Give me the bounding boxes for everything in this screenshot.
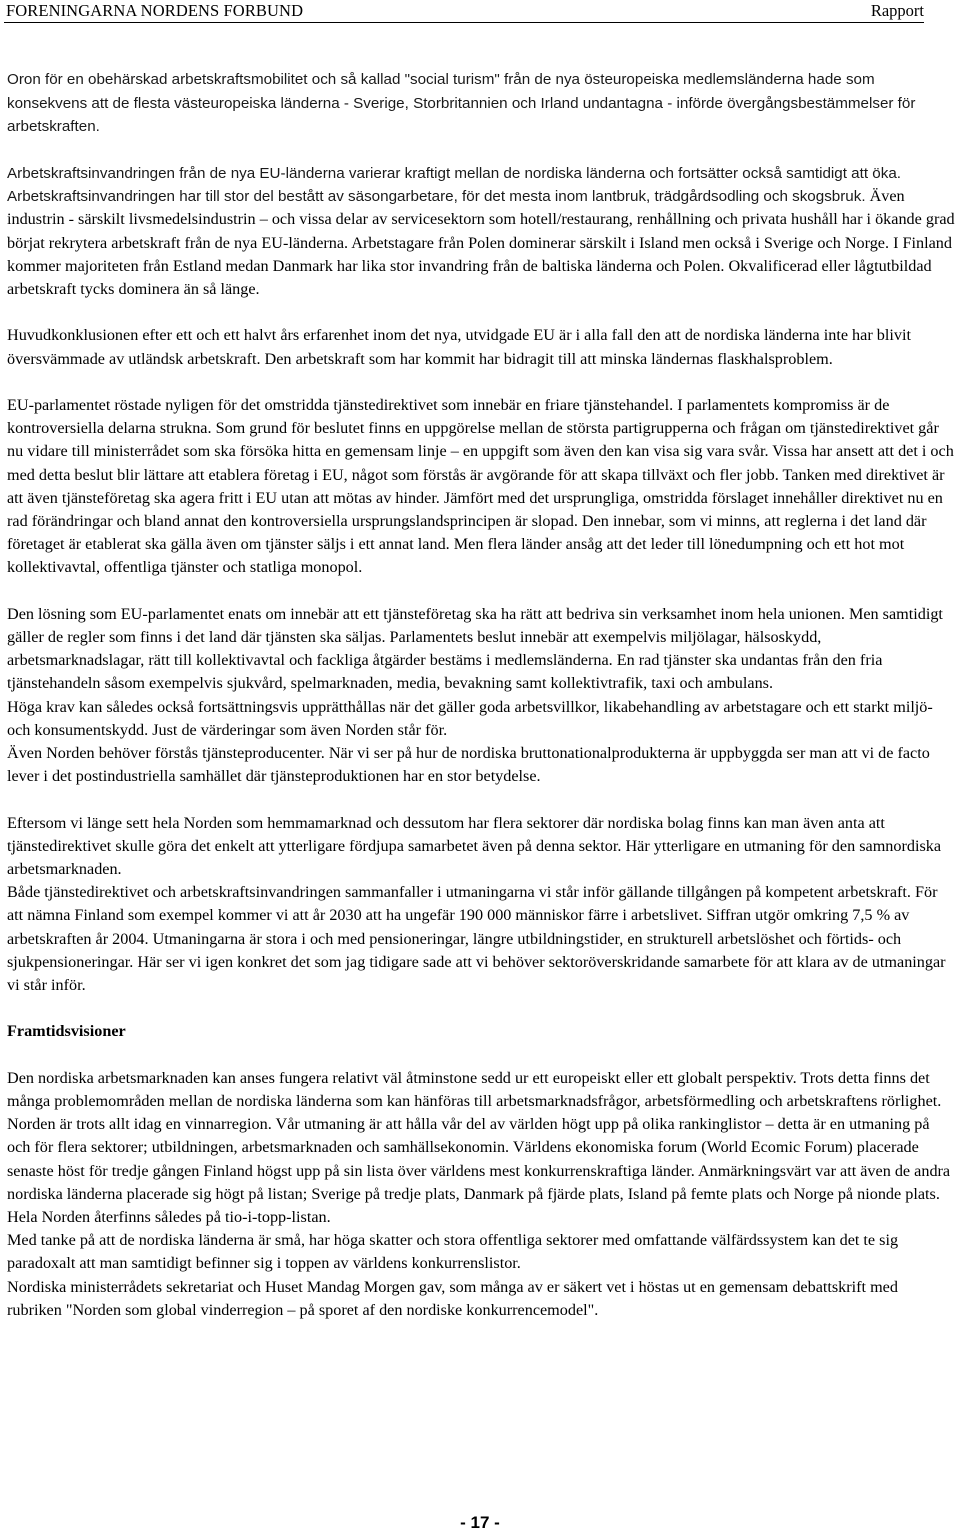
paragraph-nordic-home-market: Eftersom vi länge sett hela Norden som hemmamarknad och dessutom har flera sektorer där nordiska bolag finns kan man även anta att tjänstedirektivet skulle göra det enkelt att ytterligare fördjupa samarbetet även på denna sektor. Här ytterligare en utmaning för den samnordiska arbetsmarknaden. bbox=[7, 813, 942, 878]
paragraph-labour-immigration-part-1: Arbetskraftsinvandringen från de nya EU-länderna varierar kraftigt mellan de nordiska länderna och fortsätter också samtidigt att öka. Arbetskraftsinvandringen har till stor del bestått av säsongarbetare, för det mesta inom lantbruk, trädgårdsodling och skogsbruk. bbox=[7, 164, 901, 206]
document-body bbox=[7, 68, 955, 1322]
page-number: - 17 - bbox=[460, 1513, 500, 1532]
paragraph-nordic-labour-market: Den nordiska arbetsmarknaden kan anses fungera relativt väl åtminstone sedd ur ett europeiskt eller ett globalt perspektiv. Trots detta finns det många problemområden mellan de nordiska länderna som kan hänföras till arbetsmarknadsfrågor, arbetsförmedling och arbetskraftens rörlighet. bbox=[7, 1068, 942, 1110]
paragraph-service-producers: Även Norden behöver förstås tjänsteproducenter. När vi ser på hur de nordiska bruttonationalprodukterna är uppbyggda ser man att vi de facto lever i det postindustriella samhället där tjänsteproduktionen har en stor betydelse. bbox=[7, 744, 930, 786]
section-heading-framtidsvisioner: Framtidsvisioner bbox=[7, 1022, 126, 1041]
header-doc-type: Rapport bbox=[870, 1, 924, 20]
paragraph-services-directive: EU-parlamentet röstade nyligen för det omstridda tjänstedirektivet som innebär en friare tjänstehandel. I parlamentets kompromiss är de kontroversiella delarna strukna. Som grund för beslutet finns en uppgörelse mellan de största partigrupperna och frågan om tjänstedirektivet går nu vidare till ministerrådet som ska försöka hitta en gemensam linje – en uppgift som även den kan visa sig vara svår. Vissa har ansett att det i och med detta beslut blir lättare att etablera företag i EU, något som förstås är avgörande för att skapa tillväxt och fler jobb. Tanken med direktivet är att även tjänsteföretag ska agera fritt i EU utan att mötas av hinder. Jämfört med det ursprungliga, omstridda förslaget innehåller direktivet nu en rad förändringar och bland annat den kontroversiella ursprungslandsprincipen är slopad. Den innebar, som vi minns, att reglerna i det land där företaget är etablerat ska gälla även om tjänster säljs i ett annat land. Men flera länder ansåg att det leder till lönedumpning och ett hot mot kollektivavtal, offentliga tjänster och statliga monopol. bbox=[7, 395, 954, 577]
paragraph-winner-region: Norden är trots allt idag en vinnarregion. Vår utmaning är att hålla vår del av världen högt upp på olika rankinglistor – detta är en utmaning på och för flera sektorer; utbildningen, arbetsmarknaden och samhällsekonomin. Världens ekonomiska forum (World Ecomic Forum) placerade senaste höst för tredje gången Finland högst upp på sin lista över världens mest konkurrenskraftiga länder. Anmärkningsvärt var att även de andra nordiska länderna placerade sig högt på listan; Sverige på tredje plats, Danmark på fjärde plats, Island på femte plats och Norge på nionde plats. Hela Norden återfinns således på tio-i-topp-listan. bbox=[7, 1115, 951, 1227]
paragraph-social-turism: Oron för en obehärskad arbetskraftsmobilitet och så kallad "social turism" från de nya östeuropeiska medlemsländerna hade som konsekvens att de flesta västeuropeiska länderna - Sverige, Storbritannien och Irland undantagna - införde övergångsbestämmelser för arbetskraften. bbox=[7, 71, 916, 136]
header-organization: FORENINGARNA NORDENS FORBUND bbox=[6, 1, 304, 20]
paragraph-debate-publication: Nordiska ministerrådets sekretariat och Huset Mandag Morgen gav, som många av er säkert vet i höstas ut en gemensam debattskrift med rubriken "Norden som global vinderregion – på sporet af den nordiske konkurrencemodel". bbox=[7, 1277, 898, 1319]
paragraph-competent-labour: Både tjänstedirektivet och arbetskraftsinvandringen sammanfaller i utmaningarna vi står inför gällande tillgången på kompetent arbetskraft. För att nämna Finland som exempel kommer vi att år 2030 att ha ungefär 190 000 människor färre i arbetslivet. Siffran utgör omkring 7,5 % av arbetskraften år 2004. Utmaningarna är stora i och med pensioneringar, längre utbildningstider, en strukturell arbetslöshet och förtids- och sjukpensioneringar. Här ser vi igen konkret det som jag tidigare sade att vi behöver sektoröverskridande samarbete för att klara av de utmaningar vi står inför. bbox=[7, 883, 946, 995]
paragraph-main-conclusion: Huvudkonklusionen efter ett och ett halvt års erfarenhet inom det nya, utvidgade EU är i alla fall den att de nordiska länderna inte har blivit översvämmade av utländsk arbetskraft. Den arbetskraft som har kommit har bidragit till att minska ländernas flaskhalsproblem. bbox=[7, 326, 911, 368]
paragraph-paradox: Med tanke på att de nordiska länderna är små, har höga skatter och stora offentliga sektorer med omfattande välfärdssystem kan det te sig paradoxalt att man samtidigt befinner sig i toppen av världens konkurrenslistor. bbox=[7, 1231, 899, 1273]
paragraph-high-standards: Höga krav kan således också fortsättningsvis upprätthållas när det gäller goda arbetsvillkor, likabehandling av arbetstagare och ett starkt miljö- och konsumentskydd. Just de värderingar som även Norden står för. bbox=[7, 697, 933, 739]
paragraph-labour-immigration bbox=[7, 162, 955, 301]
paragraph-parliament-solution: Den lösning som EU-parlamentet enats om innebär att ett tjänsteföretag ska ha rätt att bedriva sin verksamhet inom hela unionen. Men samtidigt gäller de regler som finns i det land där tjänsten ska säljas. Parlamentets beslut innebär att exempelvis miljölagar, hälsoskydd, arbetsmarknadslagar, rätt till kollektivavtal och fackliga åtgärder bestäms i medlemsländerna. En rad tjänster ska undantas från den fria tjänstehandeln såsom exempelvis sjukvård, spelmarknaden, media, bevakning samt kollektivtrafik, taxi och ambulans. bbox=[7, 604, 943, 693]
paragraph-labour-immigration-part-2: Även industrin - särskilt livsmedelsindustrin – och vissa delar av servicesektorn som hotell/restaurang, renhållning och privata hushåll har i ökande grad börjat rekrytera arbetskraft från de nya EU-länderna. Arbetstagare från Polen dominerar särskilt i Island men också i Sverige och Norge. I Finland kommer majoriteten från Estland medan Danmark har lika stor invandring från de baltiska länderna och Polen. Okvalificerad eller lågtutbildad arbetskraft tycks dominera än så länge. bbox=[7, 187, 955, 298]
page-header bbox=[4, 0, 924, 23]
